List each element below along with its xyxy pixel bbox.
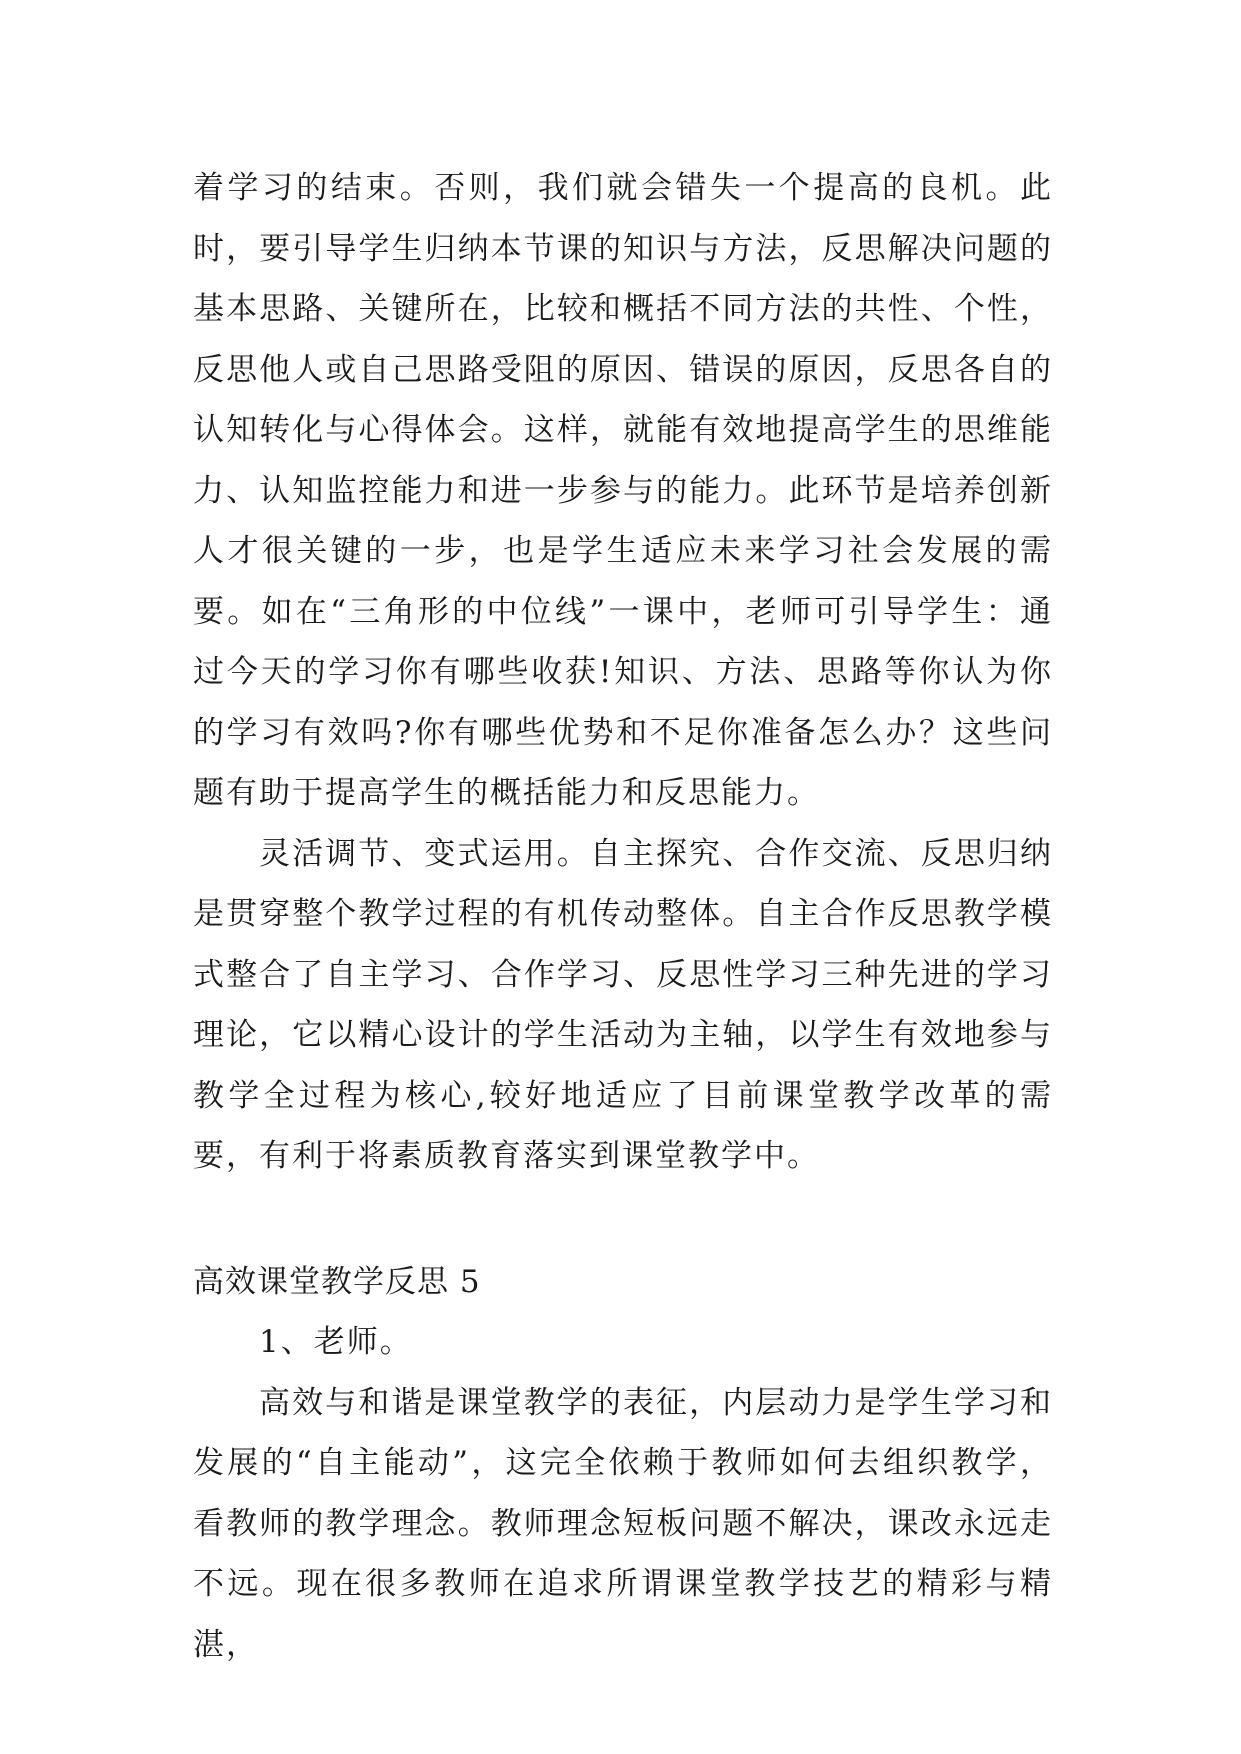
list-item: 1、老师。: [259, 1324, 413, 1360]
document-body: [193, 158, 1053, 1675]
body-paragraph: 高效与和谐是课堂教学的表征，内层动力是学生学习和发展的“自主能动”，这完全依赖于教师如何去组织教学，看教师的教学理念。教师理念短板问题不解决，课改永远走不远。现在很多教师在追求所谓课堂教学技艺的精彩与精湛，: [193, 1384, 1053, 1663]
section-heading: 高效课堂教学反思 5: [193, 1263, 481, 1300]
continuation-paragraph: 着学习的结束。否则，我们就会错失一个提高的良机。此时，要引导学生归纳本节课的知识与方法，反思解决问题的基本思路、关键所在，比较和概括不同方法的共性、个性，反思他人或自己思路受阻的原因、错误的原因，反思各自的认知转化与心得体会。这样，就能有效地提高学生的思维能力、认知监控能力和进一步参与的能力。此环节是培养创新人才很关键的一步，也是学生适应未来学习社会发展的需要。如在“三角形的中位线”一课中，老师可引导学生：通过今天的学习你有哪些收获!知识、方法、思路等你认为你的学习有效吗?你有哪些优势和不足你准备怎么办？这些问题有助于提高学生的概括能力和反思能力。: [193, 170, 1053, 811]
body-paragraph: 灵活调节、变式运用。自主探究、合作交流、反思归纳是贯穿整个教学过程的有机传动整体。自主合作反思教学模式整合了自主学习、合作学习、反思性学习三种先进的学习理论，它以精心设计的学生活动为主轴，以学生有效地参与教学全过程为核心,较好地适应了目前课堂教学改革的需要，有利于将素质教育落实到课堂教学中。: [193, 835, 1053, 1174]
